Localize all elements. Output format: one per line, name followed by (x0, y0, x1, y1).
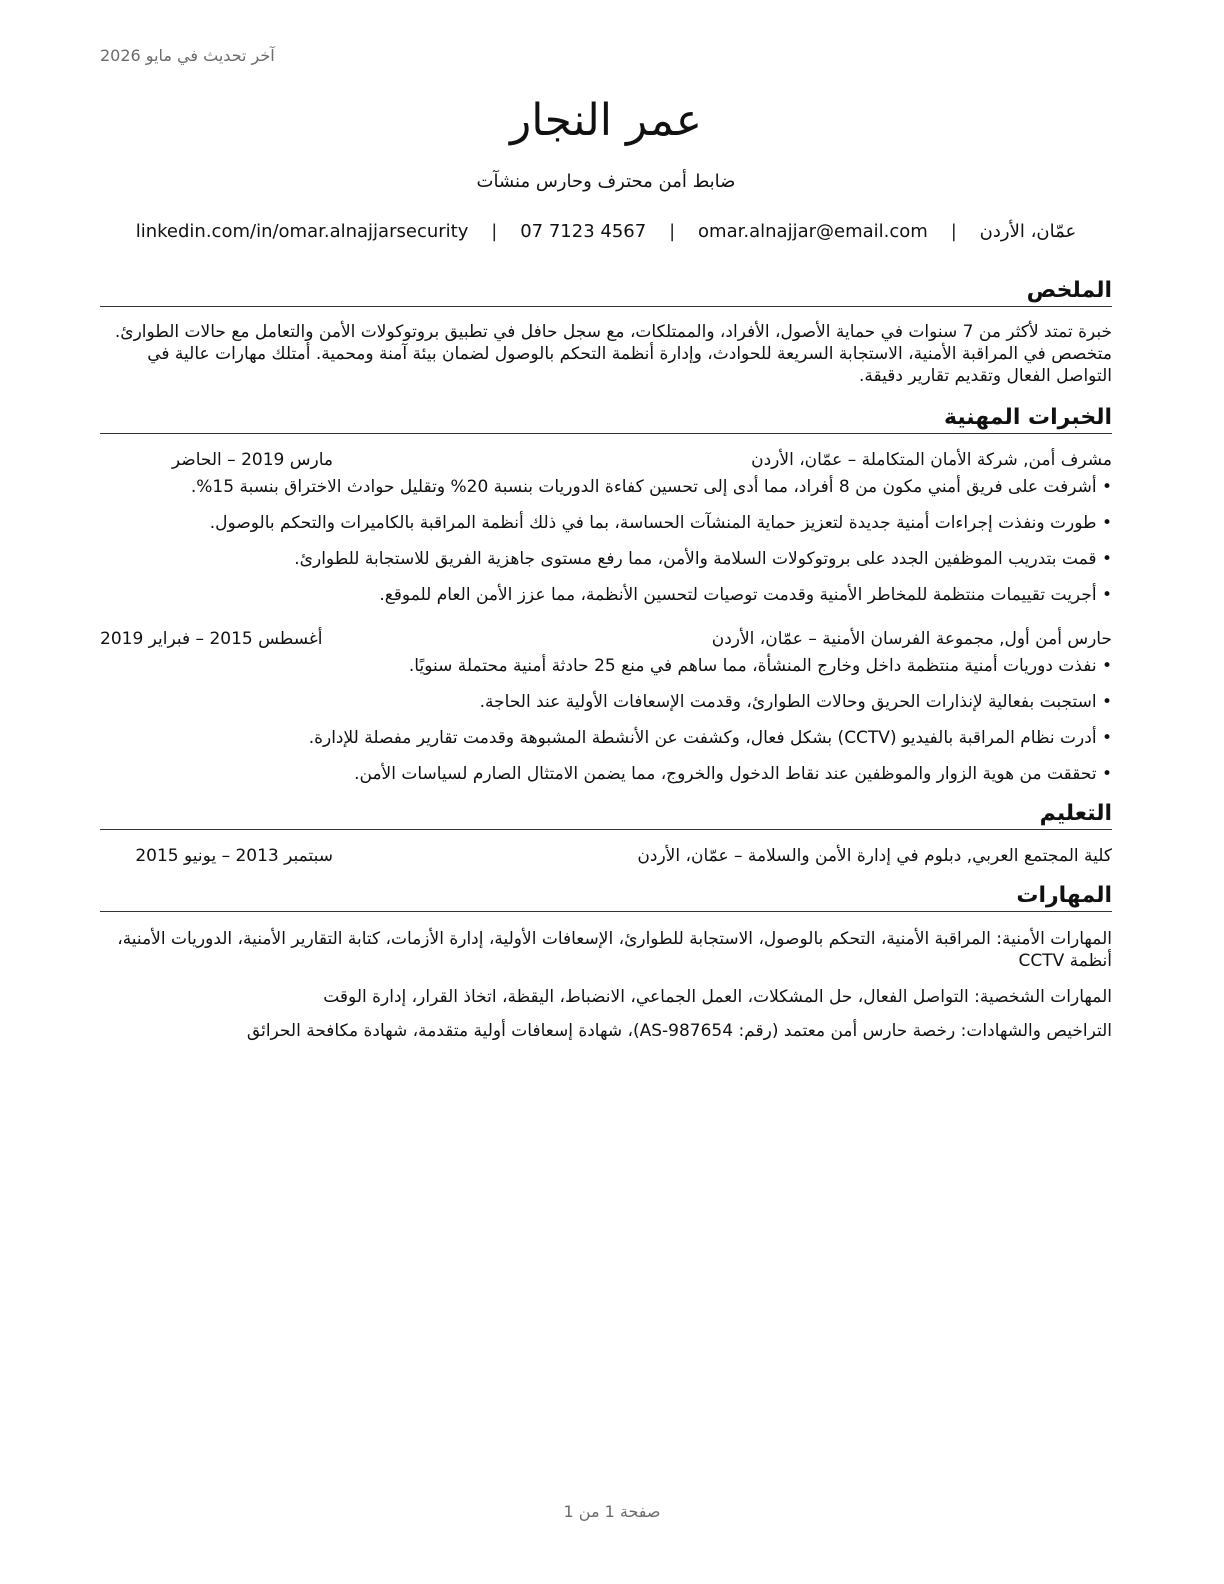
summary-heading: الملخص (100, 276, 1112, 307)
contact-separator: | (491, 221, 498, 242)
job-role: حارس أمن أول, مجموعة الفرسان الأمنية – عمّان، الأردن (711, 629, 1112, 649)
resume-body (100, 92, 1112, 1042)
contact-location: عمّان، الأردن (979, 221, 1077, 242)
job-bullet: • أدرت نظام المراقبة بالفيديو (CCTV) بشكل فعال، وكشفت عن الأنشطة المشبوهة وقدمت تقارير مفصلة للإدارة. (100, 727, 1112, 749)
candidate-title: ضابط أمن محترف وحارس منشآت (476, 171, 736, 192)
job-bullet: • طورت ونفذت إجراءات أمنية جديدة لتعزيز حماية المنشآت الحساسة، بما في ذلك أنظمة المراقبة بالكاميرات والتحكم بالوصول. (100, 512, 1112, 534)
page-number: صفحة 1 من 1 (563, 1502, 661, 1521)
job-bullet: • نفذت دوريات أمنية منتظمة داخل وخارج المنشأة، مما ساهم في منع 25 حادثة أمنية محتملة سنويًا. (100, 655, 1112, 677)
education-school: كلية المجتمع العربي, دبلوم في إدارة الأمن والسلامة – عمّان، الأردن (637, 846, 1112, 866)
contact-email[interactable]: omar.alnajjar@email.com (698, 221, 928, 242)
contact-line (100, 220, 1112, 244)
job-dates: أغسطس 2015 – فبراير 2019 (100, 629, 323, 649)
education-dates: سبتمبر 2013 – يونيو 2015 (135, 846, 333, 866)
education-entry (100, 845, 1112, 867)
skills-security: المهارات الأمنية: المراقبة الأمنية، التحكم بالوصول، الاستجابة للطوارئ، الإسعافات الأولية، إدارة الأزمات، كتابة التقارير الأمنية، الدوريات الأمنية، أنظمة CCTV (117, 929, 1112, 971)
job-bullet: • أجريت تقييمات منتظمة للمخاطر الأمنية وقدمت توصيات لتحسين الأنظمة، مما عزز الأمن العام للموقع. (100, 584, 1112, 606)
education-heading: التعليم (100, 799, 1112, 830)
contact-separator: | (950, 221, 957, 242)
skills-heading: المهارات (100, 881, 1112, 912)
job-entry (100, 449, 1112, 606)
job-header (100, 449, 1112, 471)
job-entry (100, 628, 1112, 785)
job-header (100, 628, 1112, 650)
last-updated: آخر تحديث في مايو 2026 (100, 46, 275, 65)
experience-heading: الخبرات المهنية (100, 403, 1112, 434)
job-role: مشرف أمن, شركة الأمان المتكاملة – عمّان، الأردن (751, 450, 1112, 470)
job-bullets (100, 476, 1112, 606)
contact-separator: | (669, 221, 676, 242)
job-bullets (100, 655, 1112, 785)
summary-text: خبرة تمتد لأكثر من 7 سنوات في حماية الأصول، الأفراد، والممتلكات، مع سجل حافل في تطبيق بروتوكولات الأمن والتعامل مع حالات الطوارئ. متخصص في المراقبة الأمنية، الاستجابة السريعة للحوادث، وإدارة أنظمة التحكم بالوصول لضمان بيئة آمنة ومحمية. أمتلك مهارات عالية في التواصل الفعال وتقديم تقارير دقيقة. (114, 322, 1112, 386)
job-bullet: • استجبت بفعالية لإنذارات الحريق وحالات الطوارئ، وقدمت الإسعافات الأولية عند الحاجة. (100, 691, 1112, 713)
job-bullet: • قمت بتدريب الموظفين الجدد على بروتوكولات السلامة والأمن، مما رفع مستوى جاهزية الفريق للاستجابة للطوارئ. (100, 548, 1112, 570)
candidate-name: عمر النجار (510, 95, 702, 146)
skills-certifications: التراخيص والشهادات: رخصة حارس أمن معتمد (رقم: AS-987654)، شهادة إسعافات أولية متقدمة، شهادة مكافحة الحرائق (246, 1021, 1112, 1041)
skills-personal: المهارات الشخصية: التواصل الفعال، حل المشكلات، العمل الجماعي، الانضباط، اليقظة، اتخاذ القرار، إدارة الوقت (323, 987, 1112, 1007)
job-dates: مارس 2019 – الحاضر (171, 450, 333, 470)
job-bullet: • تحققت من هوية الزوار والموظفين عند نقاط الدخول والخروج، مما يضمن الامتثال الصارم لسياسات الأمن. (100, 763, 1112, 785)
job-bullet: • أشرفت على فريق أمني مكون من 8 أفراد، مما أدى إلى تحسين كفاءة الدوريات بنسبة 20% وتقليل حوادث الاختراق بنسبة 15%. (100, 476, 1112, 498)
contact-linkedin[interactable]: linkedin.com/in/omar.alnajjarsecurity (135, 221, 469, 242)
contact-phone: 07 7123 4567 (520, 221, 647, 242)
